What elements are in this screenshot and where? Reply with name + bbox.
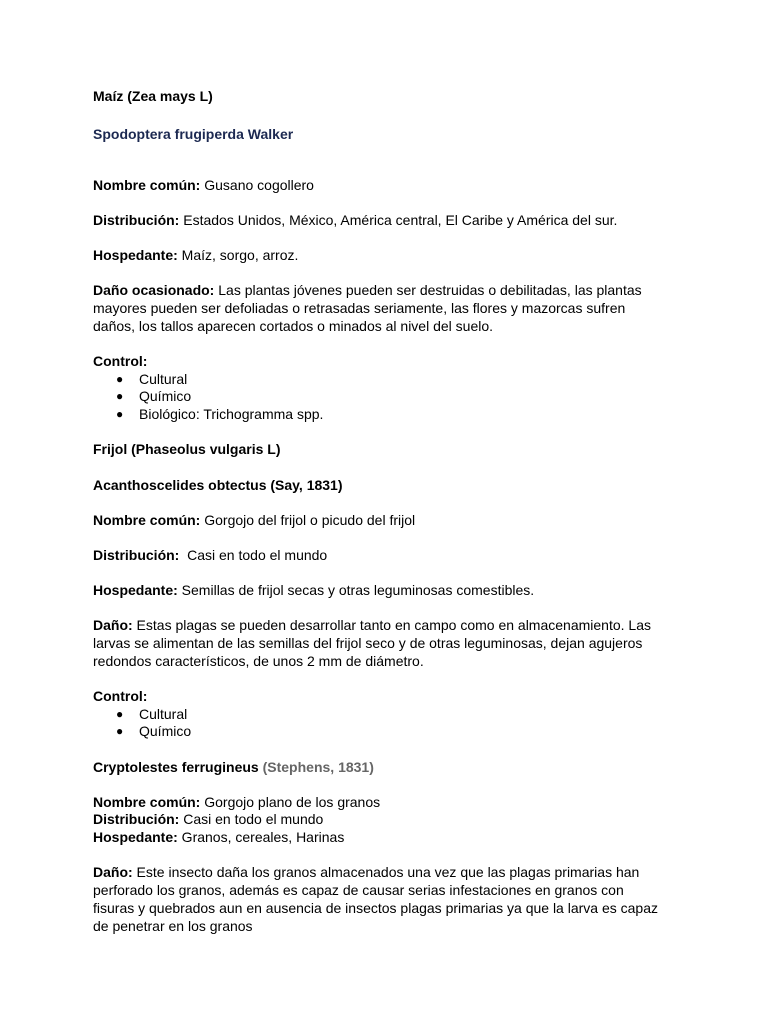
field-value: Casi en todo el mundo	[179, 811, 324, 827]
field-value: Las plantas jóvenes pueden ser destruidas o debilitadas, las plantas	[214, 282, 642, 298]
frijol-distribucion-row	[93, 546, 327, 564]
field-label: Hospedante:	[93, 582, 178, 598]
bullet-icon: ●	[116, 407, 124, 421]
field-label: Daño:	[93, 864, 133, 880]
maiz-pest-name: Spodoptera frugiperda Walker	[93, 126, 294, 142]
maiz-distribucion-row	[93, 211, 617, 229]
maiz-nombre-row	[93, 176, 314, 194]
cryptolestes-hospedante-row	[93, 828, 344, 846]
field-value: Gorgojo plano de los granos	[200, 794, 381, 810]
cryptolestes-dano-line4: de penetrar en los granos	[93, 918, 253, 934]
maiz-dano-row	[93, 281, 642, 299]
maiz-control-item: Biológico: Trichogramma spp.	[139, 406, 324, 422]
maiz-control-item: Cultural	[139, 371, 188, 387]
cryptolestes-distribucion-row	[93, 810, 323, 828]
field-label: Daño:	[93, 617, 133, 633]
field-label: Nombre común:	[93, 512, 201, 528]
field-value: Gorgojo del frijol o picudo del frijol	[200, 512, 416, 528]
field-label: Nombre común:	[93, 177, 201, 193]
frijol-pest-name: Acanthoscelides obtectus (Say, 1831)	[93, 477, 343, 493]
field-value: Estas plagas se pueden desarrollar tanto en campo como en almacenamiento. Las	[132, 617, 651, 633]
frijol-heading: Frijol (Phaseolus vulgaris L)	[93, 441, 281, 457]
maiz-control-item: Químico	[139, 388, 192, 404]
maiz-dano-line3: daños, los tallos aparecen cortados o minados al nivel del suelo.	[93, 318, 494, 334]
species-author: (Stephens, 1831)	[258, 759, 374, 775]
bullet-icon: ●	[116, 389, 124, 403]
field-label: Nombre común:	[93, 794, 201, 810]
field-value: Granos, cereales, Harinas	[177, 829, 345, 845]
maiz-heading: Maíz (Zea mays L)	[93, 88, 213, 104]
cryptolestes-nombre-row	[93, 793, 380, 811]
field-label: Daño ocasionado:	[93, 282, 215, 298]
field-value: Gusano cogollero	[200, 177, 314, 193]
field-value: Semillas de frijol secas y otras leguminosas comestibles.	[177, 582, 535, 598]
species-name: Cryptolestes ferrugineus	[93, 759, 259, 775]
frijol-control-item: Químico	[139, 723, 192, 739]
field-label: Hospedante:	[93, 247, 178, 263]
bullet-icon: ●	[116, 372, 124, 386]
maiz-dano-line2: mayores pueden ser defoliadas o retrasadas seriamente, las flores y mazorcas sufren	[93, 300, 626, 316]
field-label: Distribución:	[93, 547, 180, 563]
frijol-dano-row	[93, 616, 651, 634]
frijol-dano-line2: larvas se alimentan de las semillas del frijol seco y de otras leguminosas, dejan agujeros	[93, 635, 643, 651]
field-label: Hospedante:	[93, 829, 178, 845]
field-value: Este insecto daña los granos almacenados una vez que las plagas primarias han	[132, 864, 640, 880]
frijol-hospedante-row	[93, 581, 534, 599]
frijol-dano-line3: redondos característicos, de unos 2 mm de diámetro.	[93, 653, 424, 669]
frijol-control-item: Cultural	[139, 706, 188, 722]
bullet-icon: ●	[116, 707, 124, 721]
cryptolestes-dano-row	[93, 863, 639, 881]
field-value: Casi en todo el mundo	[179, 547, 328, 563]
cryptolestes-dano-line2: perforado los granos, además es capaz de causar serias infestaciones en granos con	[93, 882, 624, 898]
frijol-nombre-row	[93, 511, 415, 529]
bullet-icon: ●	[116, 724, 124, 738]
maiz-control-label: Control:	[93, 353, 148, 369]
frijol-control-label: Control:	[93, 688, 148, 704]
cryptolestes-heading	[93, 758, 374, 776]
field-label: Distribución:	[93, 811, 180, 827]
maiz-hospedante-row	[93, 246, 298, 264]
field-value: Maíz, sorgo, arroz.	[177, 247, 299, 263]
cryptolestes-dano-line3: fisuras y quebrados aun en ausencia de insectos plagas primarias ya que la larva es capaz	[93, 900, 658, 916]
field-value: Estados Unidos, México, América central, El Caribe y América del sur.	[179, 212, 618, 228]
field-label: Distribución:	[93, 212, 180, 228]
